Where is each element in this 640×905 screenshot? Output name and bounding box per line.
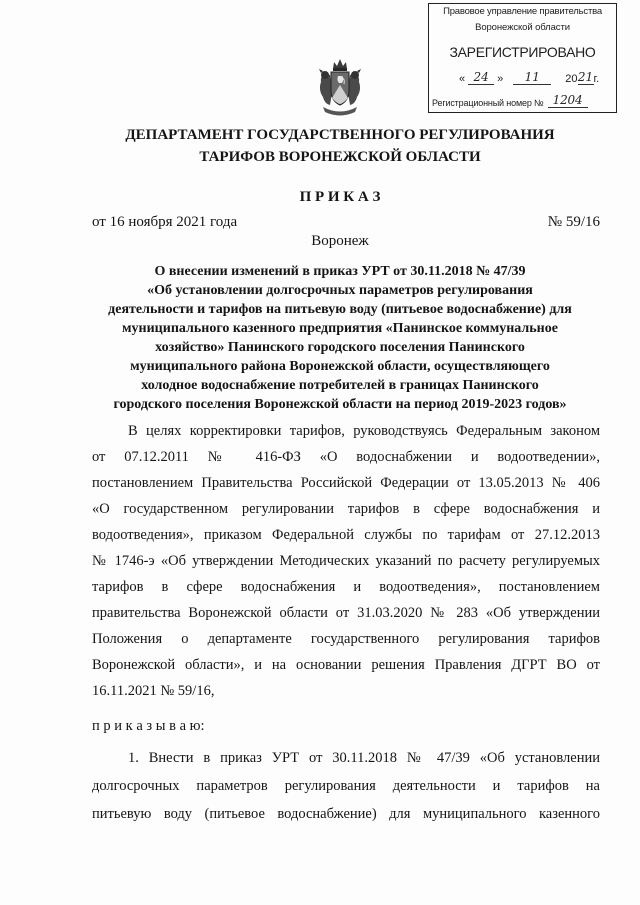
emblem-base — [323, 107, 357, 116]
document-subject — [80, 262, 600, 414]
stamp-registration-label: Регистрационный номер № — [432, 98, 544, 108]
order-word: п р и к а з ы в а ю: — [92, 718, 205, 734]
paragraph-line: 1. Внести в приказ УРТ от 30.11.2018 № 47/39 «Об установлении — [128, 750, 600, 766]
stamp-date-open-quote: « — [459, 73, 466, 85]
subject-line: О внесении изменений в приказ УРТ от 30.11.2018 № 47/39 — [154, 264, 526, 279]
subject-line: холодное водоснабжение потребителей в границах Панинского — [141, 378, 539, 393]
stamp-registration — [432, 93, 588, 108]
stamp-date-year-suffix: 21 — [577, 70, 594, 84]
paragraph-line: «О государственном регулировании тарифов в сфере водоснабжения и — [92, 501, 600, 517]
subject-line: деятельности и тарифов на питьевую воду (питьевое водоснабжение) для — [108, 302, 572, 317]
paragraph-line: питьевую воду (питьевое водоснабжение) для муниципального казенного — [92, 806, 600, 822]
subject-line: городского поселения Воронежской области на период 2019-2023 годов» — [113, 397, 567, 412]
emblem-left-supporter — [319, 69, 332, 105]
paragraph-line: 16.11.2021 № 59/16, — [92, 683, 215, 699]
stamp-authority-line1: Правовое управление правительства — [443, 6, 602, 17]
order-item-1 — [92, 744, 600, 828]
stamp-date — [459, 70, 599, 85]
registration-stamp — [428, 3, 617, 113]
paragraph-line: № 1746-э «Об утверждении Методических указаний по расчету регулируемых — [92, 553, 600, 569]
subject-line: муниципального казенного предприятия «Панинское коммунальное — [122, 321, 558, 336]
org-name-line1: ДЕПАРТАМЕНТ ГОСУДАРСТВЕННОГО РЕГУЛИРОВАНИЯ — [125, 127, 555, 143]
paragraph-line: долгосрочных параметров регулирования деятельности и тарифов на — [92, 778, 600, 794]
stamp-status: ЗАРЕГИСТРИРОВАНО — [449, 44, 596, 60]
emblem-crown — [333, 59, 347, 71]
emblem-right-supporter — [348, 69, 361, 105]
paragraph-line: В целях корректировки тарифов, руководствуясь Федеральным законом — [128, 423, 600, 439]
subject-line: «Об установлении долгосрочных параметров регулирования — [147, 283, 533, 298]
document-number: № 59/16 — [547, 214, 600, 230]
stamp-date-month: 11 — [513, 70, 551, 85]
document-date: от 16 ноября 2021 года — [92, 214, 238, 230]
paragraph-line: водоотведения», приказом Федеральной службы по тарифам от 27.12.2013 — [92, 527, 600, 543]
document-type: П Р И К А З — [299, 189, 381, 205]
paragraph-line: Положения о департаменте государственного регулирования тарифов — [92, 631, 600, 647]
emblem-shield — [331, 72, 349, 105]
paragraph-line: от 07.12.2011 № 416-ФЗ «О водоснабжении и водоотведении», — [92, 449, 600, 465]
stamp-date-year-prefix: 20 — [565, 73, 578, 85]
stamp-date-year-unit: г. — [593, 73, 600, 85]
stamp-authority-line2: Воронежской области — [475, 22, 570, 33]
stamp-date-close-quote: » — [497, 73, 504, 85]
org-name-line2: ТАРИФОВ ВОРОНЕЖСКОЙ ОБЛАСТИ — [199, 149, 481, 165]
preamble-paragraph — [92, 418, 600, 704]
document-city: Воронеж — [311, 233, 369, 249]
coat-of-arms-icon — [317, 57, 363, 117]
paragraph-line: Воронежской области», и на основании решения Правления ДГРТ ВО от — [92, 657, 600, 673]
stamp-registration-number: 1204 — [548, 93, 588, 108]
paragraph-line: правительства Воронежской области от 31.03.2020 № 283 «Об утверждении — [92, 605, 600, 621]
stamp-date-day: 24 — [468, 70, 494, 85]
paragraph-line: постановлением Правительства Российской Федерации от 13.05.2013 № 406 — [92, 475, 600, 491]
subject-line: муниципального района Воронежской области, осуществляющего — [130, 359, 550, 374]
paragraph-line: тарифов в сфере водоснабжения и водоотведения», постановлением — [92, 579, 600, 595]
subject-line: хозяйство» Панинского городского поселения Панинского — [155, 340, 525, 355]
